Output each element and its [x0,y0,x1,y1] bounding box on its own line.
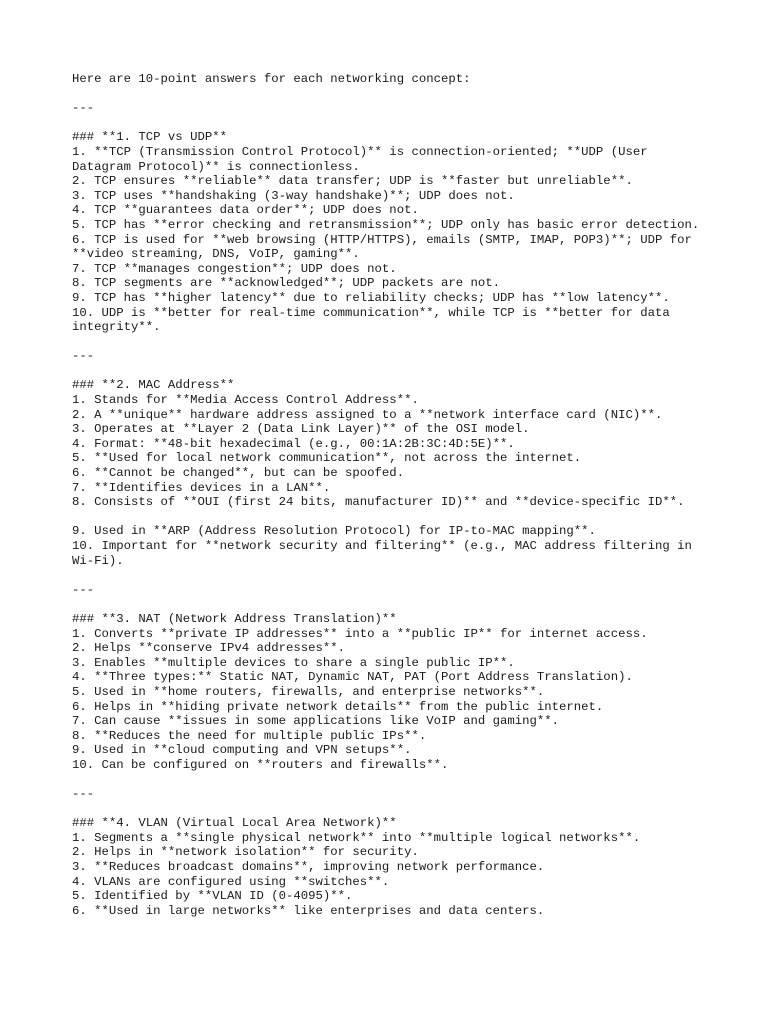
list-item: 1. Converts **private IP addresses** into a **public IP** for internet access. [72,626,648,641]
list-item: 3. TCP uses **handshaking (3-way handshake)**; UDP does not. [72,188,515,203]
list-item: 4. VLANs are configured using **switches**. [72,874,390,889]
list-item: 3. **Reduces broadcast domains**, improving network performance. [72,860,545,875]
intro-text: Here are 10-point answers for each networking concept: [72,72,471,86]
list-item: 7. Can cause **issues in some applications like VoIP and gaming**. [72,714,560,729]
list-item: 4. TCP **guarantees data order**; UDP does not. [72,203,419,218]
list-item: 3. Operates at **Layer 2 (Data Link Layer)** of the OSI model. [72,422,530,437]
section-vlan [72,816,712,918]
list-item: 7. TCP **manages congestion**; UDP does not. [72,261,397,276]
separator: --- [72,582,95,597]
list-item: 2. Helps in **network isolation** for security. [72,845,419,860]
list-item: 10. Important for **network security and filtering** (e.g., MAC address filtering in Wi-Fi). [72,539,700,568]
list-item: 6. **Cannot be changed**, but can be spoofed. [72,466,405,481]
section-tcp-vs-udp [72,130,712,334]
list-item: 7. **Identifies devices in a LAN**. [72,480,331,495]
list-item: 6. **Used in large networks** like enterprises and data centers. [72,903,545,918]
separator: --- [72,101,95,116]
list-item: 1. Segments a **single physical network** into **multiple logical networks**. [72,830,641,845]
list-item: 1. **TCP (Transmission Control Protocol)** is connection-oriented; **UDP (User Datagram Protocol)** is connectionless. [72,144,655,174]
list-item: 5. **Used for local network communication**, not across the internet. [72,451,582,466]
section-heading: ### **1. TCP vs UDP** [72,130,227,145]
list-item: 9. TCP has **higher latency** due to reliability checks; UDP has **low latency**. [72,290,670,305]
list-item: 1. Stands for **Media Access Control Address**. [72,393,419,408]
list-item: 4. **Three types:** Static NAT, Dynamic NAT, PAT (Port Address Translation). [72,670,633,685]
list-item: 6. TCP is used for **web browsing (HTTP/HTTPS), emails (SMTP, IMAP, POP3)**; UDP for **video streaming, DNS, VoIP, gaming**. [72,232,700,262]
list-item: 5. TCP has **error checking and retransmission**; UDP only has basic error detection. [72,217,700,232]
list-item: 2. Helps **conserve IPv4 addresses**. [72,641,346,656]
document-page [72,72,712,918]
section-heading: ### **2. MAC Address** [72,378,235,393]
list-item: 8. **Reduces the need for multiple public IPs**. [72,728,427,743]
section-mac-address [72,378,712,568]
list-item: 4. Format: **48-bit hexadecimal (e.g., 00:1A:2B:3C:4D:5E)**. [72,436,515,451]
list-item: 9. Used in **cloud computing and VPN setups**. [72,743,412,758]
section-heading: ### **3. NAT (Network Address Translation)** [72,611,397,626]
section-heading: ### **4. VLAN (Virtual Local Area Network)** [72,816,397,831]
list-item: 3. Enables **multiple devices to share a single public IP**. [72,655,515,670]
list-item: 5. Used in **home routers, firewalls, and enterprise networks**. [72,684,545,699]
list-item: 2. A **unique** hardware address assigned to a **network interface card (NIC)**. [72,407,663,422]
list-item: 10. UDP is **better for real-time communication**, while TCP is **better for data integrity**. [72,305,678,335]
list-item: 8. Consists of **OUI (first 24 bits, manufacturer ID)** and **device-specific ID**. [72,495,685,510]
list-item: 10. Can be configured on **routers and firewalls**. [72,757,449,772]
list-item: 9. Used in **ARP (Address Resolution Protocol) for IP-to-MAC mapping**. [72,524,596,539]
section-nat [72,612,712,773]
separator: --- [72,787,95,802]
list-item: 5. Identified by **VLAN ID (0-4095)**. [72,889,353,904]
separator: --- [72,349,95,364]
list-item: 6. Helps in **hiding private network details** from the public internet. [72,699,604,714]
list-item: 2. TCP ensures **reliable** data transfer; UDP is **faster but unreliable**. [72,174,633,189]
list-item: 8. TCP segments are **acknowledged**; UDP packets are not. [72,276,501,291]
